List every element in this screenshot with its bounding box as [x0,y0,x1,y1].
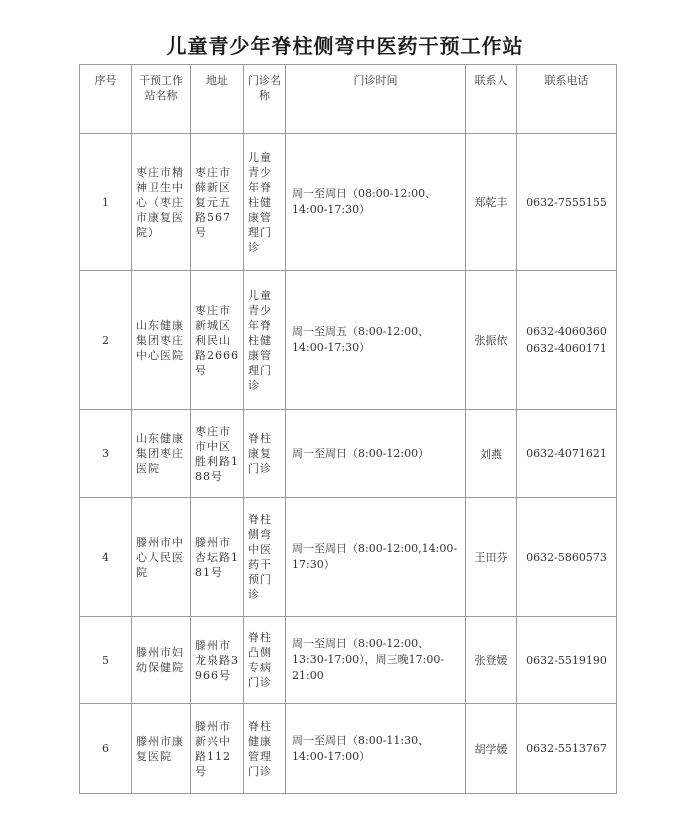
row-index: 4 [80,498,132,617]
station-name: 山东健康集团枣庄中心医院 [132,271,191,410]
contact-phone [517,410,617,498]
contact-phone [517,704,617,794]
station-name: 滕州市妇幼保健院 [132,617,191,704]
clinic-name: 儿童青少年脊柱健康管理门诊 [244,271,286,410]
contact-person: 胡学媛 [466,704,517,794]
table-row [80,134,617,271]
clinic-name: 儿童青少年脊柱健康管理门诊 [244,134,286,271]
station-name: 滕州市中心人民医院 [132,498,191,617]
station-address: 滕州市杏坛路181号 [191,498,244,617]
header-station: 干预工作站名称 [132,65,191,134]
table-row [80,704,617,794]
phone-number: 0632-4060171 [526,342,607,355]
clinic-hours: 周一至周日（08:00-12:00、14:00-17:30） [286,134,466,271]
clinic-hours: 周一至周日（8:00-12:00、13:30-17:00），周三晚17:00-21:00 [286,617,466,704]
header-hours: 门诊时间 [286,65,466,134]
table-row [80,271,617,410]
station-name: 山东健康集团枣庄医院 [132,410,191,498]
phone-number: 0632-5519190 [526,653,607,667]
row-index: 1 [80,134,132,271]
clinic-hours: 周一至周日（8:00-11:30、14:00-17:00） [286,704,466,794]
contact-person: 刘燕 [466,410,517,498]
clinic-name: 脊柱健康管理门诊 [244,704,286,794]
header-address: 地址 [191,65,244,134]
phone-number: 0632-7555155 [526,195,607,209]
clinic-hours: 周一至周五（8:00-12:00、14:00-17:30） [286,271,466,410]
header-index: 序号 [80,65,132,134]
contact-phone [517,271,617,410]
stations-table [79,64,617,794]
station-address: 枣庄市市中区胜利路188号 [191,410,244,498]
header-clinic: 门诊名称 [244,65,286,134]
page-title: 儿童青少年脊柱侧弯中医药干预工作站 [166,34,524,58]
station-address: 滕州市新兴中路112号 [191,704,244,794]
phone-number: 0632-4071621 [526,447,607,460]
station-name: 滕州市康复医院 [132,704,191,794]
clinic-hours: 周一至周日（8:00-12:00） [286,410,466,498]
station-name: 枣庄市精神卫生中心（枣庄市康复医院） [132,134,191,271]
header-contact: 联系人 [466,65,517,134]
row-index: 3 [80,410,132,498]
phone-number: 0632-4060360 [526,325,607,338]
header-phone: 联系电话 [517,65,617,134]
phone-number: 0632-5860573 [526,550,607,564]
clinic-name: 脊柱凸侧专病门诊 [244,617,286,704]
table-row [80,498,617,617]
station-address: 枣庄市薛新区复元五路567号 [191,134,244,271]
contact-person: 郑乾丰 [466,134,517,271]
row-index: 2 [80,271,132,410]
row-index: 5 [80,617,132,704]
table-row [80,617,617,704]
contact-phone [517,617,617,704]
clinic-hours: 周一至周日（8:00-12:00,14:00-17:30） [286,498,466,617]
clinic-name: 脊柱康复门诊 [244,410,286,498]
station-address: 滕州市龙泉路3966号 [191,617,244,704]
station-address: 枣庄市新城区利民山路2666号 [191,271,244,410]
contact-phone [517,134,617,271]
table-row [80,410,617,498]
contact-person: 张振依 [466,271,517,410]
phone-number: 0632-5513767 [526,742,607,755]
contact-phone [517,498,617,617]
contact-person: 王田芬 [466,498,517,617]
row-index: 6 [80,704,132,794]
contact-person: 张登媛 [466,617,517,704]
table-header-row [80,65,617,134]
clinic-name: 脊柱侧弯中医药干预门诊 [244,498,286,617]
